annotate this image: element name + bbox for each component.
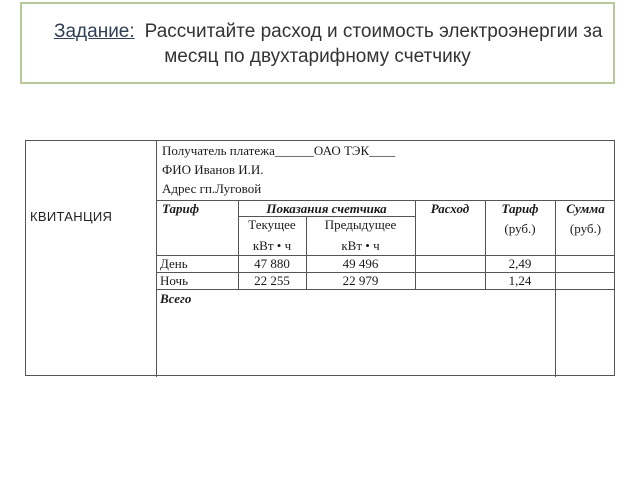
receipt-title: КВИТАНЦИЯ <box>30 209 113 224</box>
header-tariff: Тариф <box>162 201 200 216</box>
row-night-tariff: 1,24 <box>508 273 532 288</box>
unit-previous: кВт • ч <box>341 238 380 253</box>
divider <box>156 289 615 290</box>
task-text-2: месяц по двухтарифному счетчику <box>164 46 471 67</box>
task-text-1: Рассчитайте расход и стоимость электроэнергии за <box>144 21 603 42</box>
header-readings: Показания счетчика <box>266 201 387 216</box>
unit-current: кВт • ч <box>252 238 292 253</box>
receipt-form <box>25 140 615 376</box>
header-current: Текущее <box>248 217 296 232</box>
total-label: Всего <box>160 291 192 306</box>
row-night-current: 22 255 <box>254 273 290 288</box>
row-day-name: День <box>160 256 188 271</box>
row-night-previous: 22 979 <box>342 273 379 288</box>
row-day-tariff: 2,49 <box>508 256 532 271</box>
divider <box>156 141 157 377</box>
header-sum: Сумма <box>566 201 605 216</box>
header-sum-unit: (руб.) <box>569 221 602 236</box>
task-box <box>20 2 615 84</box>
fio-line: ФИО Иванов И.И. <box>162 162 264 177</box>
header-previous: Предыдущее <box>324 217 397 232</box>
header-tariff-price: Тариф <box>501 201 539 216</box>
task-label: Задание: <box>54 21 135 42</box>
row-day-current: 47 880 <box>254 256 290 271</box>
row-night-name: Ночь <box>160 273 189 288</box>
address-line: Адрес гп.Луговой <box>162 181 262 196</box>
header-consumption: Расход <box>430 201 470 216</box>
task-line-1 <box>54 21 602 43</box>
row-day-previous: 49 496 <box>342 256 379 271</box>
recipient-line: Получатель платежа______ОАО ТЭК____ <box>162 143 396 158</box>
header-tariff-unit: (руб.) <box>504 221 536 236</box>
